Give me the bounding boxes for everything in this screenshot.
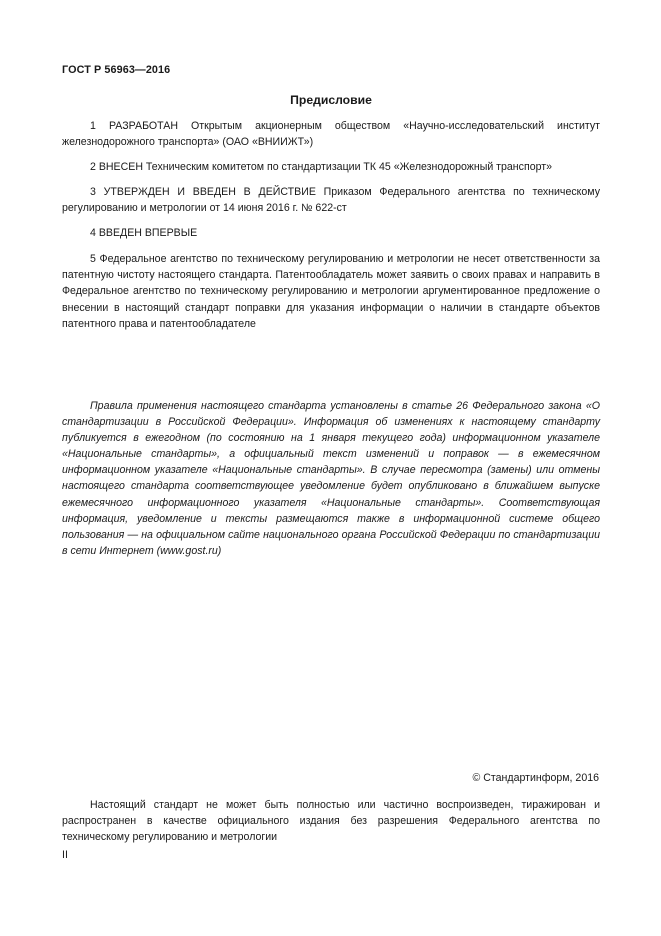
preface-item-4: 4 ВВЕДЕН ВПЕРВЫЕ [90, 227, 198, 239]
page-title: Предисловие [290, 93, 372, 107]
preface-item-5: 5 Федеральное агентство по техническому регулированию и метрологии не несет ответственности за патентную чистоту настоящего стандарта. Патентообладатель может заявить о своих правах и направить в Федеральное агентство по техническому регулированию и метрологии аргументированное предложение о внесении в настоящий стандарт поправки для указания информации о наличии в стандарте объектов патентного права и патентообладателе [62, 253, 600, 330]
copyright: © Стандартинформ, 2016 [472, 772, 599, 784]
document-code: ГОСТ Р 56963—2016 [62, 64, 171, 76]
preface-item-1: 1 РАЗРАБОТАН Открытым акционерным обществом «Научно-исследовательский институт железнодорожного транспорта» (ОАО «ВНИИЖТ») [62, 120, 600, 149]
preface-item-2: 2 ВНЕСЕН Техническим комитетом по стандартизации ТК 45 «Железнодорожный транспорт» [90, 161, 552, 173]
reproduction-notice: Настоящий стандарт не может быть полностью или частично воспроизведен, тиражирован и распространен в качестве официального издания без разрешения Федерального агентства по техническому регулированию и метрологии [62, 799, 600, 844]
rules-note: Правила применения настоящего стандарта установлены в статье 26 Федерального закона «О стандартизации в Российской Федерации». Информация об изменениях к настоящему стандарту публикуется в ежегодном (по состоянию на 1 января текущего года) информационном указателе «Национальные стандарты», а официальный текст изменений и поправок — в ежемесячном информационном указателе «Национальные стандарты». В случае пересмотра (замены) или отмены настоящего стандарта соответствующее уведомление будет опубликовано в ближайшем выпуске ежемесячного информационного указателя «Национальные стандарты». Соответствующая информация, уведомление и тексты размещаются также в информационной системе общего пользования — на официальном сайте национального органа Российской Федерации по стандартизации в сети Интернет (www.gost.ru) [62, 400, 600, 557]
preface-item-3: 3 УТВЕРЖДЕН И ВВЕДЕН В ДЕЙСТВИЕ Приказом Федерального агентства по техническому регулированию и метрологии от 14 июня 2016 г. № 622-ст [62, 186, 600, 215]
page-number: II [62, 849, 68, 861]
